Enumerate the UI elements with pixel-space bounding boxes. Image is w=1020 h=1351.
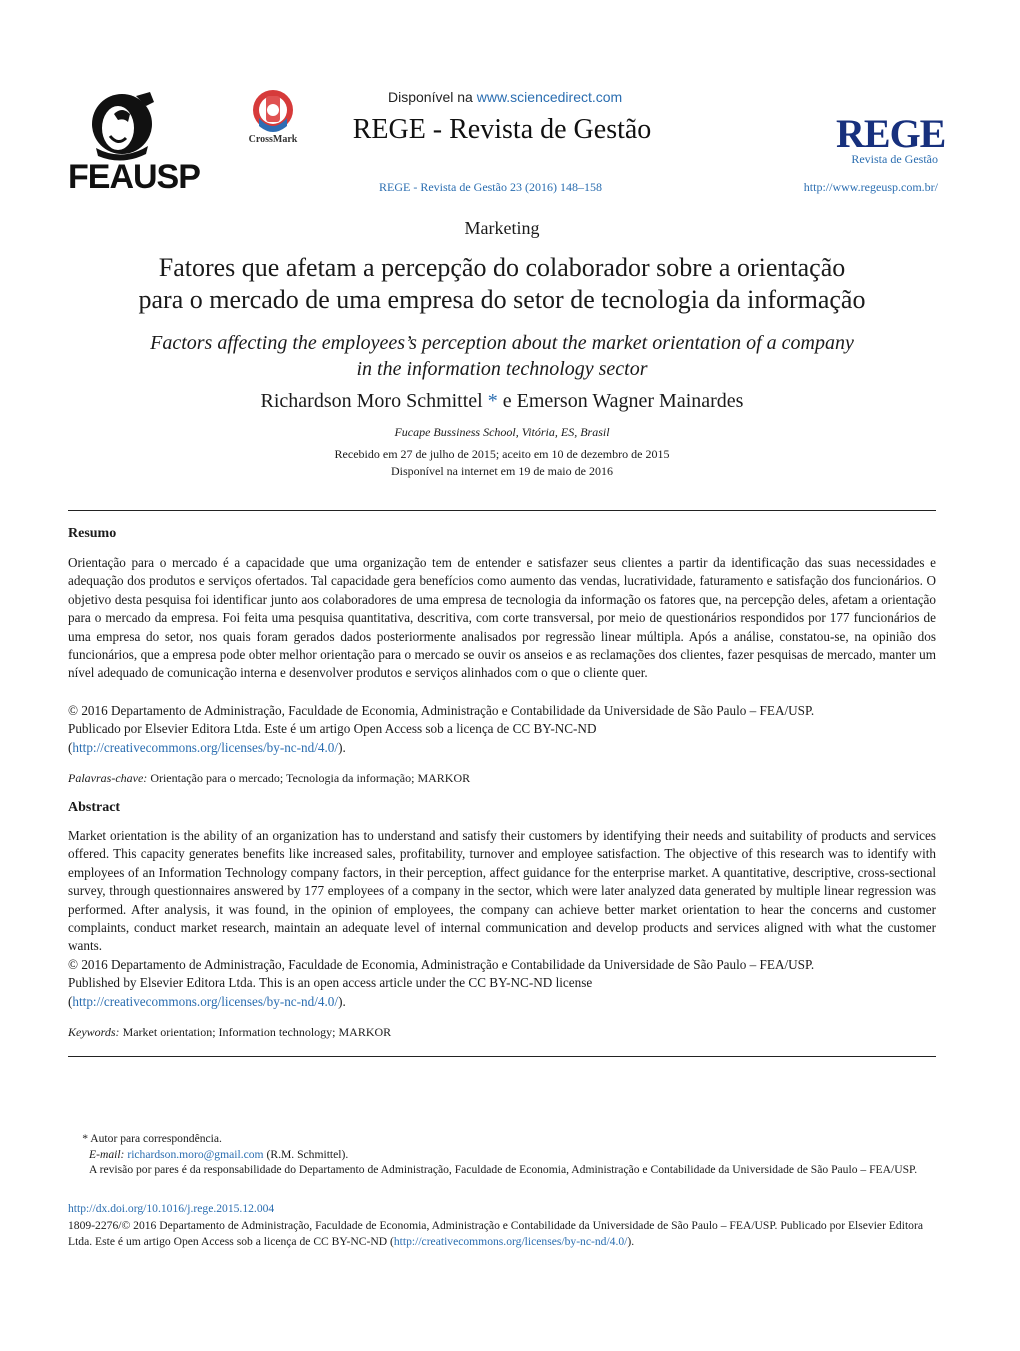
email-link[interactable]: richardson.moro@gmail.com xyxy=(127,1148,264,1161)
crossmark-label: CrossMark xyxy=(248,134,298,145)
journal-name: REGE - Revista de Gestão xyxy=(352,114,652,145)
email-label: E-mail: xyxy=(89,1148,125,1161)
abstract-copyright-line2: Published by Elsevier Editora Ltda. This is an open access article under the CC BY-NC-ND license xyxy=(68,975,593,991)
peer-review-note: A revisão por pares é da responsabilidade do Departamento de Administração, Faculdade de Economia, Administração e Contabilidade da Universidade de São Paulo – FEA/USP. xyxy=(89,1163,918,1176)
divider-top xyxy=(68,510,936,511)
author-separator: e xyxy=(502,390,512,412)
article-title-pt-line2: para o mercado de uma empresa do setor de tecnologia da informação xyxy=(138,285,866,314)
article-title-en-line1: Factors affecting the employees’s perception about the market orientation of a company xyxy=(150,332,854,354)
resumo-keywords-list: Orientação para o mercado; Tecnologia da informação; MARKOR xyxy=(150,771,471,785)
online-date: Disponível na internet em 19 de maio de 2016 xyxy=(391,464,613,478)
crossmark-icon xyxy=(242,88,304,138)
resumo-keywords-label: Palavras-chave: xyxy=(68,771,148,785)
available-at xyxy=(388,89,622,105)
footnote-star: * xyxy=(82,1132,88,1145)
resumo-copyright xyxy=(68,702,936,757)
resumo-license-close: ). xyxy=(338,739,346,755)
resumo-license-link[interactable]: http://creativecommons.org/licenses/by-nc-nd/4.0/ xyxy=(72,739,339,755)
journal-url-link[interactable]: http://www.regeusp.com.br/ xyxy=(803,180,938,194)
resumo-copyright-line1: © 2016 Departamento de Administração, Faculdade de Economia, Administração e Contabilidade da Universidade de São Paulo – FEA/USP. xyxy=(68,703,815,718)
abstract-text: Market orientation is the ability of an organization has to understand and satisfy their customers by identifying their needs and suitability of products and services offered. This capacity generates benefits like increased sales, profitability, turnover and employee satisfaction. The objective of this research was to identify with employees of an Information Technology company factors, in their perception, affect guidance for the enterprise market. A quantitative, descriptive, cross-sectional survey, through questionnaires answered by 177 employees of a company in the sector, which were later analyzed data generated by multiple linear regression was performed. After analysis, it was found, in the opinion of employees, the company can achieve better market orientation to hear the concerns and customer complaints, conduct market research, maintain an adequate level of internal communication and develop products and services aligned with what the customer wants. xyxy=(68,828,936,954)
corresponding-author-marker[interactable]: * xyxy=(487,390,498,412)
received-dates: Recebido em 27 de julho de 2015; aceito em 10 de dezembro de 2015 xyxy=(334,447,670,461)
abstract-keywords xyxy=(68,1025,936,1040)
resumo-text: Orientação para o mercado é a capacidade que uma organização tem de entender e satisfazer seus clientes a partir da identificação das suas necessidades e adequação dos produtos e serviços ofertados. Tal capacidade gera benefícios como aumento das vendas, lucratividade, faturamento e satisfação dos funcionários. O objetivo desta pesquisa foi identificar junto aos colaboradores de uma empresa de tecnologia da informação os fatores que, na percepção deles, afetam a orientação para o mercado da empresa. Foi feita uma pesquisa quantitativa, descritiva, com corte transversal, por meio de questionários respondidos por 177 funcionários de uma empresa do setor, nos quais foram gerados dados posteriormente analisados por regressão linear múltipla. Após a análise, constatou-se, na opinião dos funcionários, que a empresa pode obter melhor orientação para o mercado se ouvir os anseios e as reclamações dos clientes, fazer pesquisas de mercado, manter um nível adequado de comunicação interna e desenvolver produtos e serviços alinhados com o que o cliente quer. xyxy=(68,555,936,681)
author-1: Richardson Moro Schmittel xyxy=(260,390,483,412)
email-owner: (R.M. Schmittel). xyxy=(266,1148,349,1161)
rege-logo: REGE xyxy=(836,111,946,156)
issn-license-link[interactable]: http://creativecommons.org/licenses/by-nc-nd/4.0/ xyxy=(393,1234,628,1248)
corresponding-author-text: Autor para correspondência. xyxy=(90,1132,222,1145)
available-prefix: Disponível na xyxy=(388,89,473,105)
feausp-logo-text: FEAUSP xyxy=(68,158,200,196)
doi-link[interactable]: http://dx.doi.org/10.1016/j.rege.2015.12.004 xyxy=(68,1202,275,1215)
article-title-pt-line1: Fatores que afetam a percepção do colaborador sobre a orientação xyxy=(158,253,846,282)
abstract-keywords-label: Keywords: xyxy=(68,1025,120,1039)
abstract-license-open: ( xyxy=(68,993,73,1009)
resumo-license xyxy=(68,739,936,757)
abstract-keywords-list: Market orientation; Information technology; MARKOR xyxy=(122,1025,392,1039)
abstract-license-close: ). xyxy=(338,993,346,1009)
affiliation: Fucape Bussiness School, Vitória, ES, Brasil xyxy=(394,425,610,439)
sciencedirect-link[interactable]: www.sciencedirect.com xyxy=(476,89,623,105)
abstract-copyright xyxy=(68,956,936,1011)
corresponding-author-note xyxy=(68,1131,936,1147)
article-section: Marketing xyxy=(464,218,540,238)
rege-logo-subtitle: Revista de Gestão xyxy=(851,152,938,166)
resumo-copyright-line2: Publicado por Elsevier Editora Ltda. Este é um artigo Open Access sob a licença de CC BY-NC-ND xyxy=(68,721,597,737)
feausp-logo xyxy=(66,88,200,198)
authors xyxy=(0,390,1004,413)
resumo-keywords xyxy=(68,771,936,786)
resumo-heading: Resumo xyxy=(68,526,117,541)
article-title-en xyxy=(80,330,924,382)
issn-close: ). xyxy=(627,1234,635,1248)
article-title-en-line2: in the information technology sector xyxy=(356,358,648,380)
resumo-license-open: ( xyxy=(68,739,73,755)
abstract-license-link[interactable]: http://creativecommons.org/licenses/by-nc-nd/4.0/ xyxy=(72,993,339,1009)
article-title-pt xyxy=(60,252,944,316)
issn-copyright xyxy=(68,1218,936,1249)
divider-bottom xyxy=(68,1056,936,1057)
abstract-copyright-line1: © 2016 Departamento de Administração, Faculdade de Economia, Administração e Contabilidade da Universidade de São Paulo – FEA/USP. xyxy=(68,957,815,972)
abstract-license xyxy=(68,993,936,1011)
email-note xyxy=(89,1147,937,1163)
abstract-heading: Abstract xyxy=(68,800,121,815)
issn-text: 1809-2276/© 2016 Departamento de Administração, Faculdade de Economia, Administração e Contabilidade da Universidade de São Paulo – FEA/USP. Publicado por Elsevier Editora Ltda. Este é um artigo Open Access sob a licença de CC BY-NC-ND ( xyxy=(68,1219,923,1248)
author-2: Emerson Wagner Mainardes xyxy=(516,390,744,412)
journal-citation[interactable]: REGE - Revista de Gestão 23 (2016) 148–158 xyxy=(379,180,602,194)
